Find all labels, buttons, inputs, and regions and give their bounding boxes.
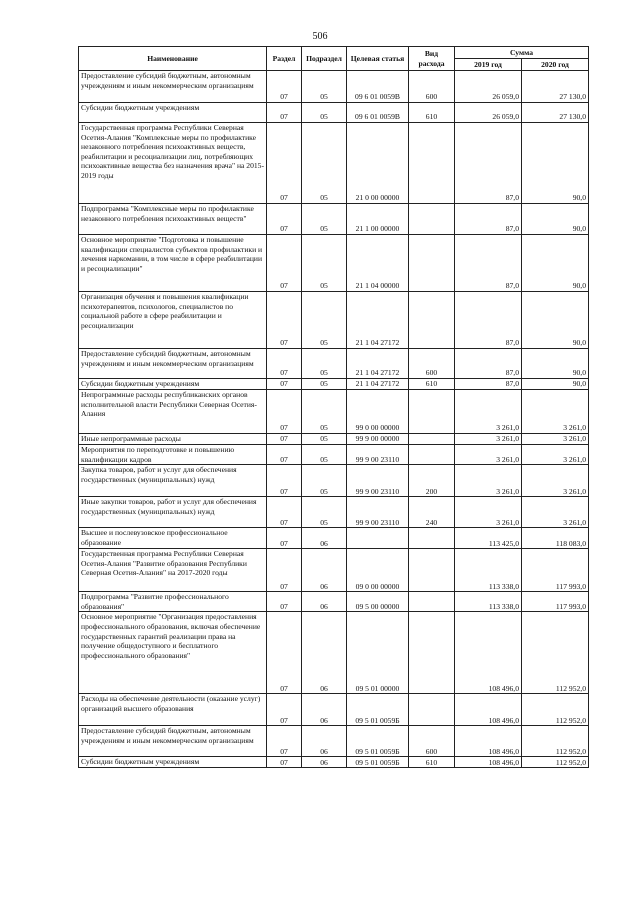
row-subsection-cell: 06 — [302, 592, 347, 612]
row-amount-2020-cell: 90,0 — [522, 204, 589, 235]
row-type-cell — [409, 292, 455, 349]
row-type-cell: 240 — [409, 497, 455, 528]
row-section-cell: 07 — [267, 757, 302, 768]
row-amount-2019-cell: 3 261,0 — [455, 465, 522, 497]
row-amount-2020-cell: 27 130,0 — [522, 71, 589, 103]
row-target-cell: 21 1 04 27172 — [347, 349, 409, 379]
row-type-cell — [409, 528, 455, 549]
row-type-cell — [409, 235, 455, 292]
table-row — [79, 292, 589, 349]
row-amount-2019-cell: 26 059,0 — [455, 71, 522, 103]
row-amount-2020-cell: 3 261,0 — [522, 465, 589, 497]
table-row — [79, 390, 589, 434]
row-type-cell — [409, 612, 455, 694]
row-name-cell: Субсидии бюджетным учреждениям — [79, 379, 267, 390]
row-name-cell: Иные закупки товаров, работ и услуг для обеспечения государственных (муниципальных) нужд — [79, 497, 267, 528]
row-amount-2019-cell: 87,0 — [455, 235, 522, 292]
row-amount-2020-cell: 118 083,0 — [522, 528, 589, 549]
row-subsection-cell: 06 — [302, 757, 347, 768]
row-section-cell: 07 — [267, 379, 302, 390]
row-amount-2020-cell: 90,0 — [522, 123, 589, 204]
row-amount-2019-cell: 26 059,0 — [455, 103, 522, 123]
table-row — [79, 71, 589, 103]
row-amount-2020-cell: 3 261,0 — [522, 390, 589, 434]
row-target-cell: 99 9 00 00000 — [347, 434, 409, 445]
row-subsection-cell: 05 — [302, 390, 347, 434]
row-target-cell: 99 9 00 23110 — [347, 445, 409, 465]
row-amount-2019-cell: 87,0 — [455, 123, 522, 204]
row-amount-2019-cell: 87,0 — [455, 349, 522, 379]
row-amount-2019-cell: 87,0 — [455, 292, 522, 349]
row-amount-2019-cell: 113 425,0 — [455, 528, 522, 549]
row-amount-2020-cell: 112 952,0 — [522, 757, 589, 768]
row-subsection-cell: 05 — [302, 235, 347, 292]
row-amount-2019-cell: 108 496,0 — [455, 726, 522, 757]
row-name-cell: Субсидии бюджетным учреждениям — [79, 103, 267, 123]
row-amount-2020-cell: 3 261,0 — [522, 445, 589, 465]
row-name-cell: Субсидии бюджетным учреждениям — [79, 757, 267, 768]
row-subsection-cell: 05 — [302, 123, 347, 204]
row-amount-2019-cell: 3 261,0 — [455, 434, 522, 445]
header-year-2020: 2020 год — [522, 59, 589, 71]
row-name-cell: Предоставление субсидий бюджетным, автономным учреждениям и иным некоммерческим организациям — [79, 71, 267, 103]
row-target-cell: 21 1 00 00000 — [347, 204, 409, 235]
row-name-cell: Непрограммные расходы республиканских органов исполнительной власти Республики Северная Осетия-Алания — [79, 390, 267, 434]
table-row — [79, 235, 589, 292]
row-target-cell: 09 5 01 0059Б — [347, 757, 409, 768]
row-section-cell: 07 — [267, 349, 302, 379]
row-subsection-cell: 06 — [302, 726, 347, 757]
row-section-cell: 07 — [267, 592, 302, 612]
row-amount-2020-cell: 3 261,0 — [522, 497, 589, 528]
row-name-cell: Подпрограмма "Развитие профессионального образования" — [79, 592, 267, 612]
row-amount-2020-cell: 90,0 — [522, 379, 589, 390]
row-section-cell: 07 — [267, 235, 302, 292]
row-name-cell: Государственная программа Республики Северная Осетия-Алания "Комплексные меры по профилактике незаконного потребления психоактивных веществ, реабилитации и ресоциализации лиц, потребляющих психоактивные вещества без назначения врача" на 2015-2019 годы — [79, 123, 267, 204]
row-target-cell: 99 0 00 00000 — [347, 390, 409, 434]
row-subsection-cell: 05 — [302, 497, 347, 528]
row-amount-2020-cell: 90,0 — [522, 292, 589, 349]
table-row — [79, 349, 589, 379]
row-subsection-cell: 05 — [302, 434, 347, 445]
row-target-cell: 21 0 00 00000 — [347, 123, 409, 204]
row-section-cell: 07 — [267, 103, 302, 123]
table-row — [79, 434, 589, 445]
row-amount-2019-cell: 87,0 — [455, 379, 522, 390]
header-target-article: Целевая статья — [347, 47, 409, 71]
row-target-cell: 09 5 01 0059Б — [347, 726, 409, 757]
row-target-cell: 21 1 04 27172 — [347, 292, 409, 349]
row-section-cell: 07 — [267, 465, 302, 497]
row-target-cell: 99 9 00 23110 — [347, 497, 409, 528]
header-year-2019: 2019 год — [455, 59, 522, 71]
row-amount-2019-cell: 113 338,0 — [455, 592, 522, 612]
table-row — [79, 694, 589, 726]
row-subsection-cell: 05 — [302, 379, 347, 390]
row-subsection-cell: 06 — [302, 612, 347, 694]
row-type-cell: 610 — [409, 379, 455, 390]
row-amount-2019-cell: 3 261,0 — [455, 445, 522, 465]
row-subsection-cell: 06 — [302, 694, 347, 726]
row-subsection-cell: 06 — [302, 549, 347, 592]
table-row — [79, 757, 589, 768]
row-name-cell: Высшее и послевузовское профессиональное образование — [79, 528, 267, 549]
table-row — [79, 592, 589, 612]
header-subsection: Подраздел — [302, 47, 347, 71]
row-type-cell: 600 — [409, 349, 455, 379]
table-row — [79, 123, 589, 204]
row-target-cell: 09 5 01 0059Б — [347, 694, 409, 726]
row-amount-2019-cell: 87,0 — [455, 204, 522, 235]
row-section-cell: 07 — [267, 123, 302, 204]
table-row — [79, 204, 589, 235]
table-row — [79, 445, 589, 465]
row-type-cell — [409, 204, 455, 235]
row-section-cell: 07 — [267, 390, 302, 434]
row-section-cell: 07 — [267, 497, 302, 528]
row-target-cell: 99 9 00 23110 — [347, 465, 409, 497]
row-subsection-cell: 06 — [302, 528, 347, 549]
row-amount-2020-cell: 90,0 — [522, 349, 589, 379]
header-sum: Сумма — [455, 47, 589, 59]
row-section-cell: 07 — [267, 204, 302, 235]
row-subsection-cell: 05 — [302, 465, 347, 497]
row-name-cell: Мероприятия по переподготовке и повышению квалификации кадров — [79, 445, 267, 465]
row-section-cell: 07 — [267, 528, 302, 549]
row-amount-2020-cell: 3 261,0 — [522, 434, 589, 445]
row-subsection-cell: 05 — [302, 292, 347, 349]
table-row — [79, 726, 589, 757]
budget-table — [78, 46, 589, 768]
row-amount-2019-cell: 113 338,0 — [455, 549, 522, 592]
table-row — [79, 528, 589, 549]
row-type-cell — [409, 390, 455, 434]
row-target-cell: 21 1 04 00000 — [347, 235, 409, 292]
row-target-cell: 09 6 01 0059В — [347, 103, 409, 123]
row-target-cell: 09 5 00 00000 — [347, 592, 409, 612]
row-section-cell: 07 — [267, 292, 302, 349]
row-type-cell — [409, 592, 455, 612]
table-row — [79, 465, 589, 497]
row-subsection-cell: 05 — [302, 445, 347, 465]
row-target-cell: 09 6 01 0059В — [347, 71, 409, 103]
row-type-cell — [409, 445, 455, 465]
row-name-cell: Государственная программа Республики Северная Осетия-Алания "Развитие образования Республики Северная Осетия-Алания" на 2017-2020 годы — [79, 549, 267, 592]
row-type-cell — [409, 434, 455, 445]
row-type-cell: 610 — [409, 103, 455, 123]
row-amount-2019-cell: 108 496,0 — [455, 757, 522, 768]
row-type-cell — [409, 123, 455, 204]
table-row — [79, 497, 589, 528]
row-type-cell: 200 — [409, 465, 455, 497]
row-name-cell: Расходы на обеспечение деятельности (оказание услуг) организаций высшего образования — [79, 694, 267, 726]
page-number: 506 — [312, 31, 328, 42]
row-name-cell: Закупка товаров, работ и услуг для обеспечения государственных (муниципальных) нужд — [79, 465, 267, 497]
row-type-cell: 600 — [409, 71, 455, 103]
row-section-cell: 07 — [267, 726, 302, 757]
row-subsection-cell: 05 — [302, 349, 347, 379]
row-amount-2020-cell: 117 993,0 — [522, 549, 589, 592]
row-section-cell: 07 — [267, 549, 302, 592]
header-name: Наименование — [79, 47, 267, 71]
header-section: Раздел — [267, 47, 302, 71]
row-amount-2020-cell: 27 130,0 — [522, 103, 589, 123]
row-name-cell: Основное мероприятие "Подготовка и повышение квалификации специалистов субъектов профилактики и лечения наркомании, в том числе в сфере реабилитации и ресоциализации" — [79, 235, 267, 292]
row-section-cell: 07 — [267, 445, 302, 465]
row-amount-2020-cell: 117 993,0 — [522, 592, 589, 612]
row-amount-2020-cell: 90,0 — [522, 235, 589, 292]
row-target-cell: 09 5 01 00000 — [347, 612, 409, 694]
row-subsection-cell: 05 — [302, 71, 347, 103]
row-section-cell: 07 — [267, 612, 302, 694]
row-subsection-cell: 05 — [302, 103, 347, 123]
table-row — [79, 549, 589, 592]
row-amount-2019-cell: 108 496,0 — [455, 694, 522, 726]
row-amount-2019-cell: 3 261,0 — [455, 497, 522, 528]
row-amount-2020-cell: 112 952,0 — [522, 726, 589, 757]
row-name-cell: Основное мероприятие "Организация предоставления профессионального образования, включая обеспечение государственных гарантий реализации права на получение общедоступного и бесплатного профессионального образования" — [79, 612, 267, 694]
row-type-cell: 610 — [409, 757, 455, 768]
row-name-cell: Иные непрограммные расходы — [79, 434, 267, 445]
table-row — [79, 612, 589, 694]
row-section-cell: 07 — [267, 434, 302, 445]
row-amount-2020-cell: 112 952,0 — [522, 694, 589, 726]
row-name-cell: Подпрограмма "Комплексные меры по профилактике незаконного потребления психоактивных веществ" — [79, 204, 267, 235]
row-name-cell: Предоставление субсидий бюджетным, автономным учреждениям и иным некоммерческим организациям — [79, 349, 267, 379]
row-target-cell: 21 1 04 27172 — [347, 379, 409, 390]
row-name-cell: Организация обучения и повышения квалификации психотерапевтов, психологов, специалистов по социальной работе в сфере реабилитации и ресоциализации — [79, 292, 267, 349]
row-type-cell — [409, 694, 455, 726]
row-type-cell: 600 — [409, 726, 455, 757]
header-expense-type: Вид расхода — [409, 47, 455, 71]
table-row — [79, 379, 589, 390]
row-amount-2019-cell: 3 261,0 — [455, 390, 522, 434]
row-section-cell: 07 — [267, 71, 302, 103]
row-section-cell: 07 — [267, 694, 302, 726]
row-amount-2020-cell: 112 952,0 — [522, 612, 589, 694]
table-row — [79, 103, 589, 123]
row-target-cell — [347, 528, 409, 549]
row-amount-2019-cell: 108 496,0 — [455, 612, 522, 694]
row-name-cell: Предоставление субсидий бюджетным, автономным учреждениям и иным некоммерческим организациям — [79, 726, 267, 757]
row-target-cell: 09 0 00 00000 — [347, 549, 409, 592]
row-type-cell — [409, 549, 455, 592]
row-subsection-cell: 05 — [302, 204, 347, 235]
